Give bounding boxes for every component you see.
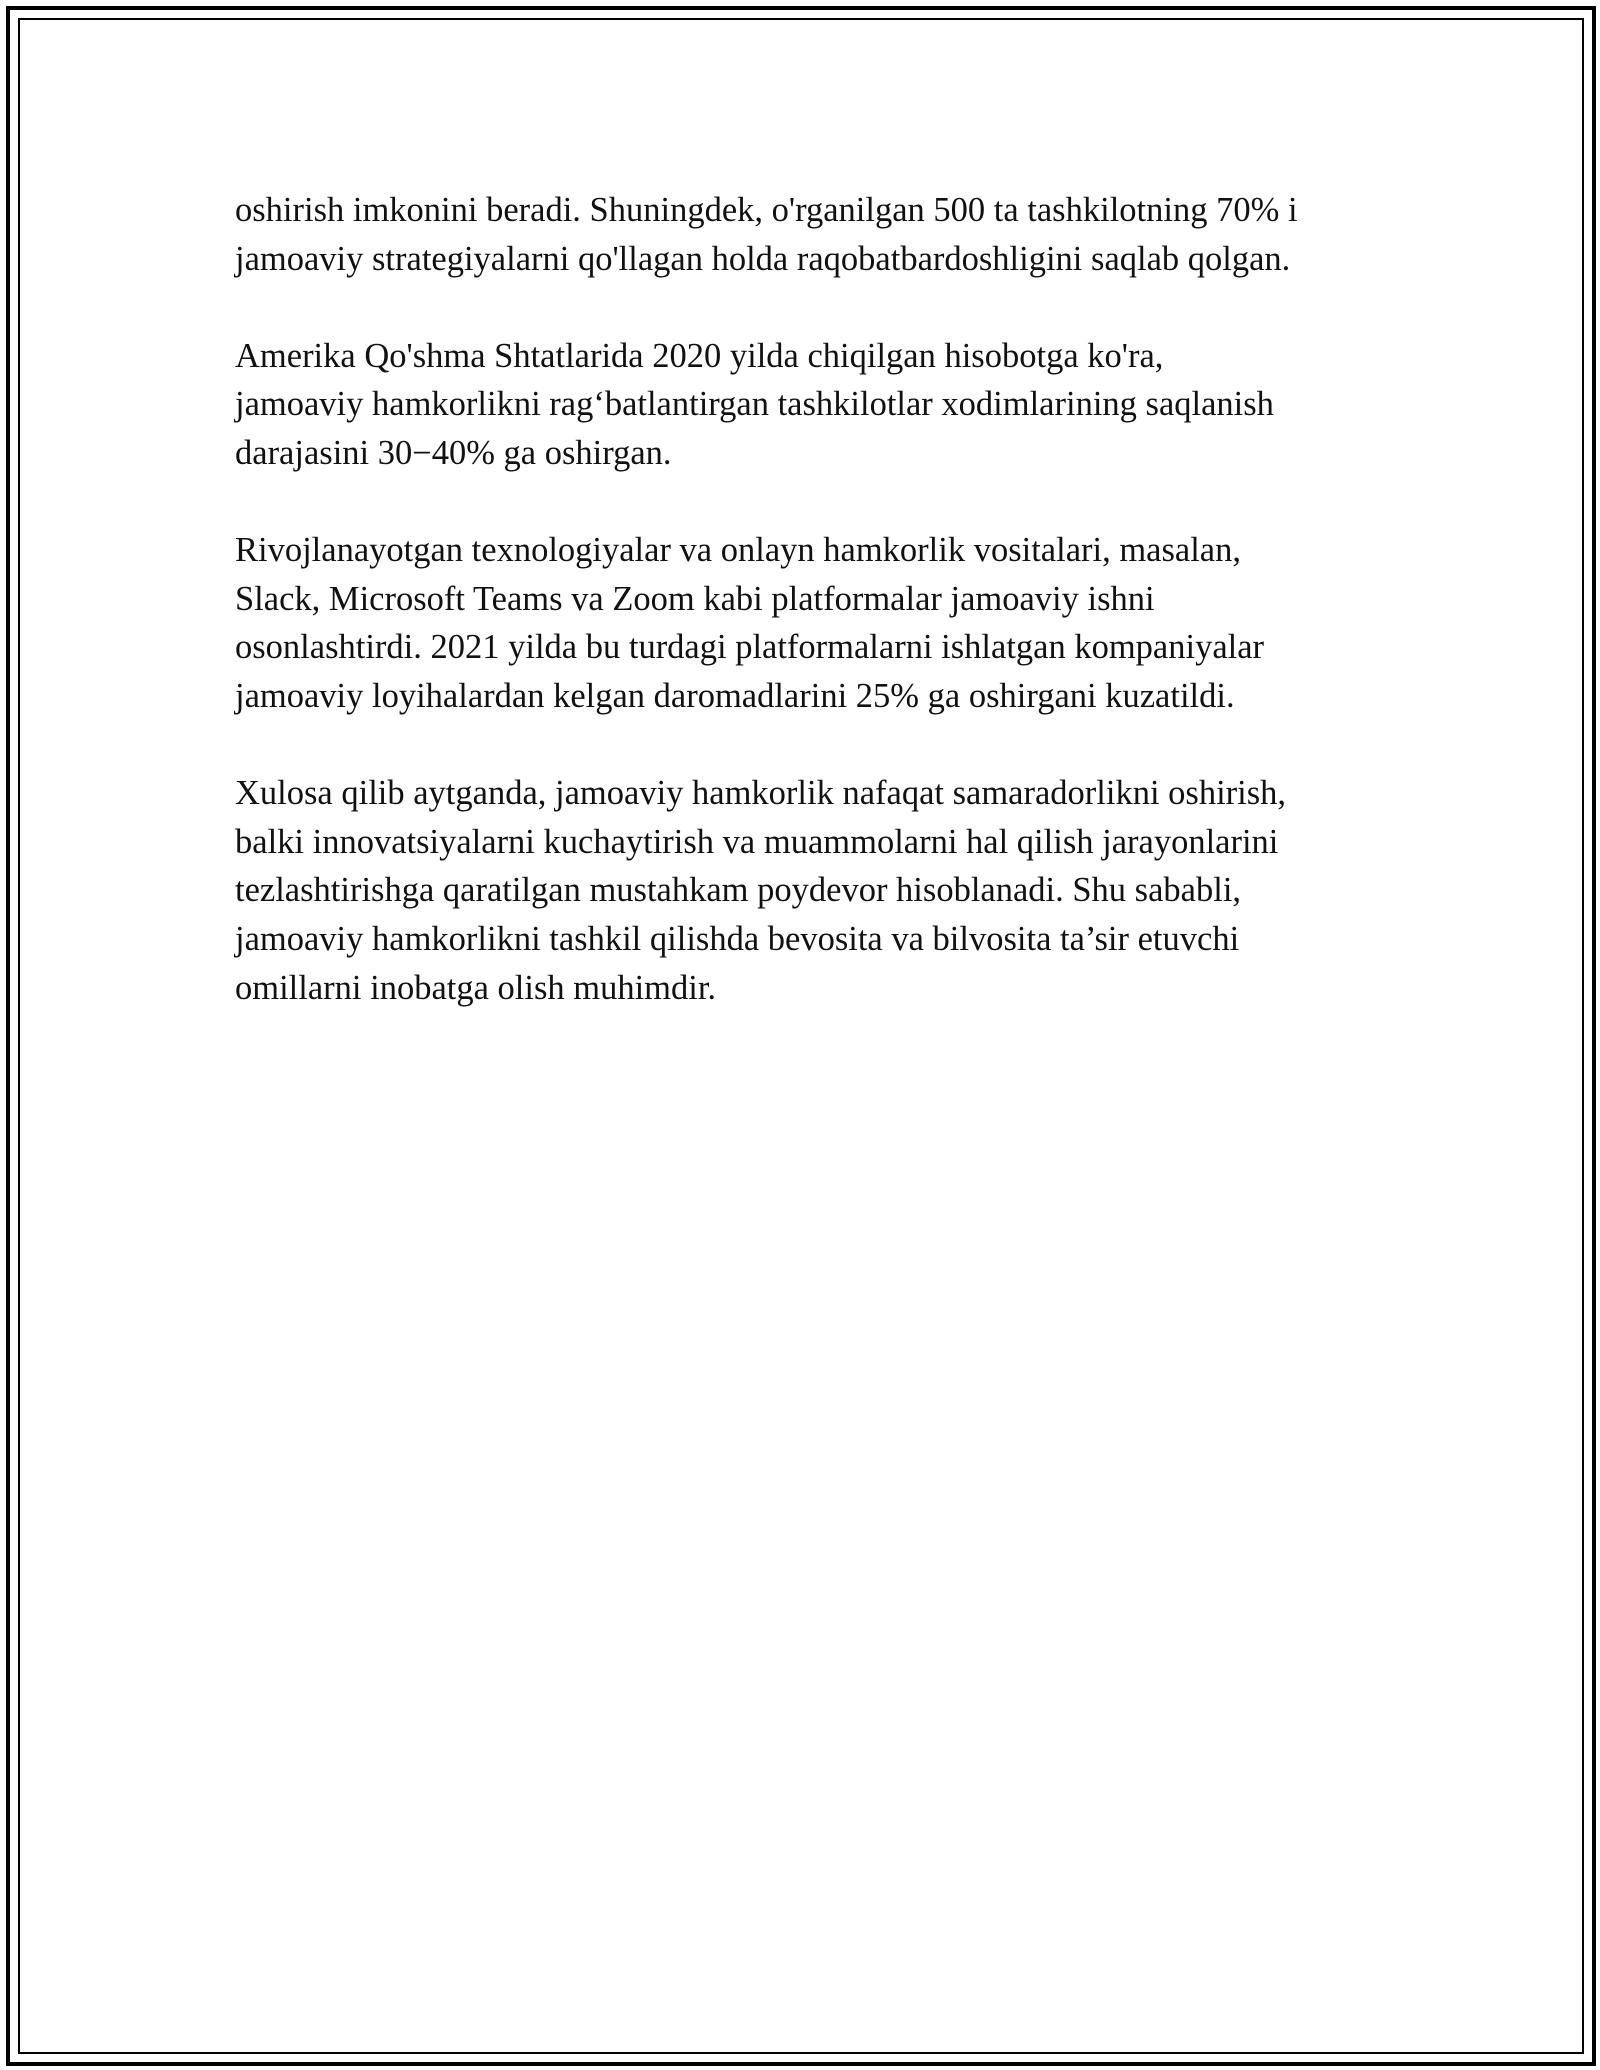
- paragraph-1: oshirish imkonini beradi. Shuningdek, o'rganilgan 500 ta tashkilotning 70% i jamoaviy strategiyalarni qo'llagan holda raqobatbardoshligini saqlab qolgan.: [235, 191, 1298, 278]
- paragraph-2: Amerika Qo'shma Shtatlarida 2020 yilda chiqilgan hisobotga ko'ra, jamoaviy hamkorlikni rag‘batlantirgan tashkilotlar xodimlarining saqlanish darajasini 30−40% ga oshirgan.: [235, 336, 1274, 472]
- document-body: [235, 186, 1395, 1061]
- paragraph-3: Rivojlanayotgan texnologiyalar va onlayn hamkorlik vositalari, masalan, Slack, Microsoft Teams va Zoom kabi platformalar jamoaviy ishni osonlashtirdi. 2021 yilda bu turdagi platformalarni ishlatgan kompaniyalar jamoaviy loyihalardan kelgan daromadlarini 25% ga oshirgani kuzatildi.: [235, 531, 1265, 715]
- paragraph-4: Xulosa qilib aytganda, jamoaviy hamkorlik nafaqat samaradorlikni oshirish, balki innovatsiyalarni kuchaytirish va muammolarni hal qilish jarayonlarini tezlashtirishga qaratilgan mustahkam poydevor hisoblanadi. Shu sababli, jamoaviy hamkorlikni tashkil qilishda bevosita va bilvosita ta’sir etuvchi omillarni inobatga olish muhimdir.: [235, 774, 1287, 1007]
